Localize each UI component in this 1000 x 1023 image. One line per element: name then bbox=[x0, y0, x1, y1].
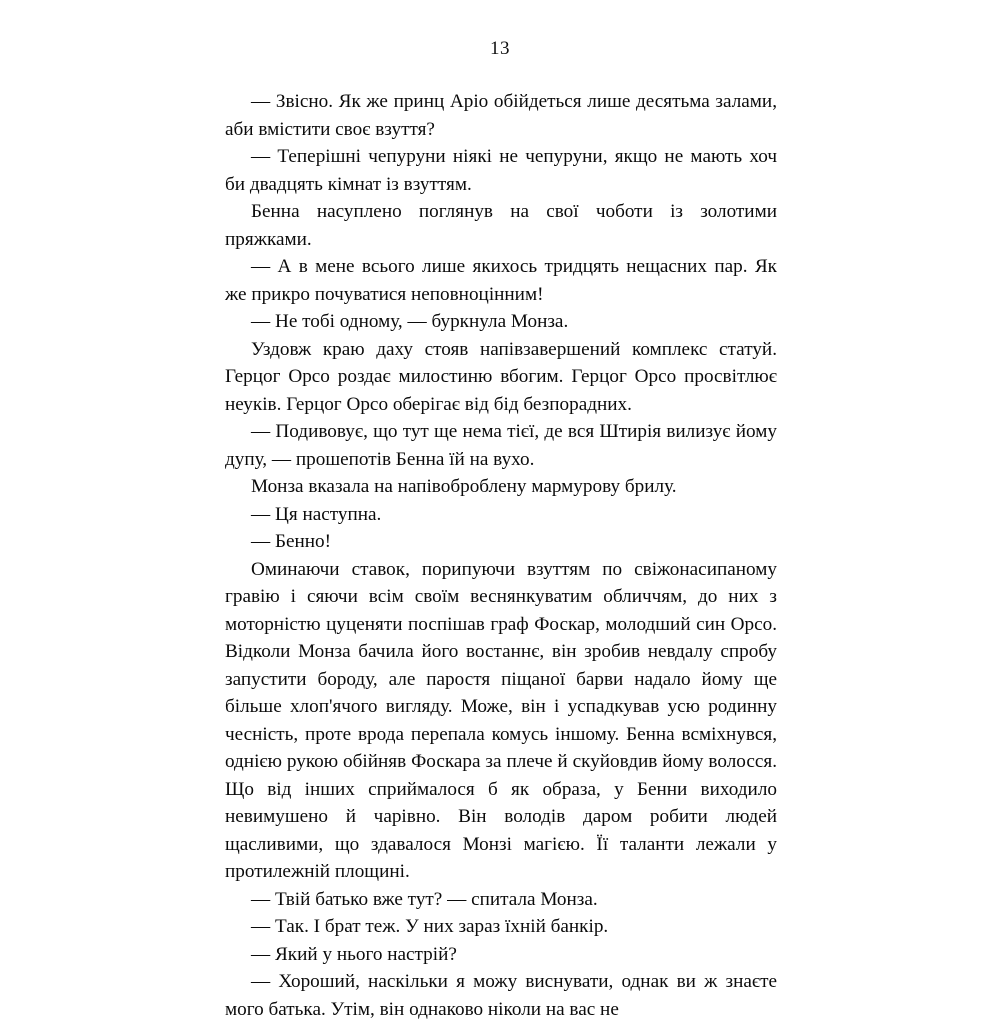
paragraph: — Так. І брат теж. У них зараз їхній банкір. bbox=[251, 916, 609, 937]
paragraph: — Подивовує, що тут ще нема тієї, де вся Штирія вилизує йому дупу, — прошепотів Бенна їй на вухо. bbox=[225, 421, 777, 470]
paragraph: — А в мене всього лише якихось тридцять нещасних пар. Як же прикро почуватися неповноцінним! bbox=[225, 256, 777, 305]
paragraph: — Ця наступна. bbox=[251, 503, 382, 525]
paragraph: — Бенно! bbox=[251, 531, 332, 552]
paragraph: — Твій батько вже тут? — спитала Монза. bbox=[251, 888, 598, 910]
paragraph: — Теперішні чепуруни ніякі не чепуруни, якщо не мають хоч би двадцять кімнат із взуттям. bbox=[225, 146, 777, 195]
paragraph: Оминаючи ставок, порипуючи взуттям по свіжонасипаному гравію і сяючи всім своїм веснянкуватим обличчям, до них з моторністю цуценяти поспішав граф Фоскар, молодший син Орсо. Відколи Монза бачила його востаннє, він зробив невдалу спробу запустити бороду, але паростя піщаної барви надало йому ще більше хлоп'ячого вигляду. Може, він і успадкував усю родинну чесність, проте врода перепала комусь іншому. Бенна всміхнувся, однією рукою обійняв Фоскара за плече й скуйовдив йому волосся. Що від інших сприймалося б як образа, у Бенни виходило невимушено й чарівно. Він володів даром робити людей щасливими, що здавалося Монзі магією. Її таланти лежали у протилежній площині. bbox=[225, 558, 777, 882]
paragraph: Бенна насуплено поглянув на свої чоботи із золотими пряжками. bbox=[225, 201, 777, 250]
paragraph: Монза вказала на напівоброблену мармурову брилу. bbox=[251, 476, 677, 497]
paragraph: — Не тобі одному, — буркнула Монза. bbox=[251, 311, 569, 332]
page-number: 13 bbox=[490, 38, 510, 59]
paragraph: — Хороший, наскільки я можу виснувати, однак ви ж знаєте мого батька. Утім, він однаково ніколи на вас не bbox=[225, 971, 777, 1020]
paragraph: — Який у нього настрій? bbox=[251, 943, 457, 965]
paragraph: Уздовж краю даху стояв напівзавершений комплекс статуй. Герцог Орсо роздає милостиню вбогим. Герцог Орсо просвітлює неуків. Герцог Орсо оберігає від бід безпорадних. bbox=[225, 338, 777, 415]
paragraph: — Звісно. Як же принц Аріо обійдеться лише десятьма залами, аби вмістити своє взуття? bbox=[225, 91, 777, 140]
page-body-text bbox=[225, 88, 777, 1023]
